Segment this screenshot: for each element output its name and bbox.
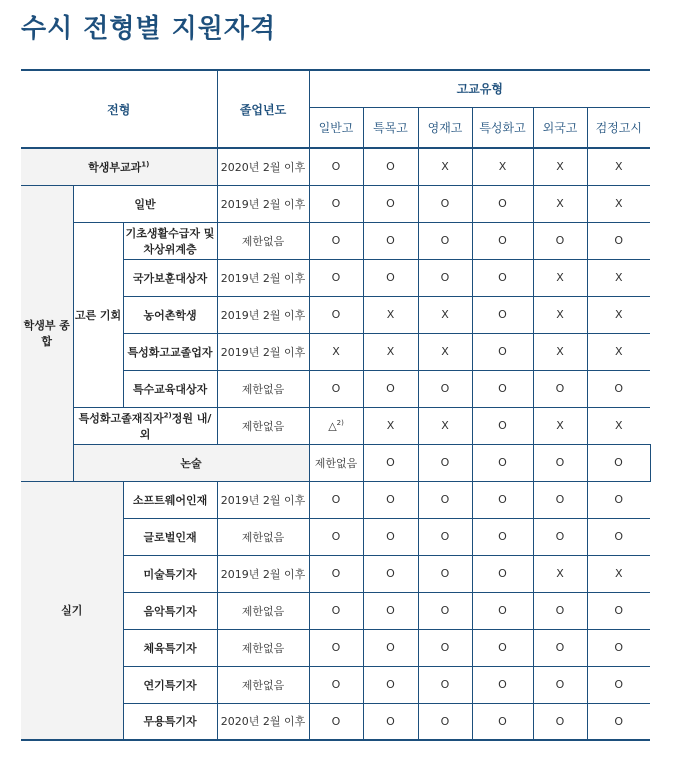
mark-cell — [418, 259, 472, 296]
eligibility-mark: X — [614, 345, 623, 358]
col-ged: 검정고시 — [587, 107, 650, 148]
grad-year-cell: 제한없음 — [217, 629, 309, 666]
eligibility-mark: O — [386, 456, 395, 469]
eligibility-mark: O — [331, 604, 341, 617]
mark-cell — [309, 703, 363, 740]
mark-cell — [363, 518, 418, 555]
mark-cell — [533, 666, 587, 703]
mark-cell — [363, 185, 418, 222]
mark-cell — [418, 407, 472, 444]
eligibility-mark: △ — [328, 419, 337, 433]
eligibility-mark: O — [331, 678, 341, 691]
header-type: 전형 — [21, 70, 217, 148]
row-label-text: 체육특기자 — [143, 641, 197, 655]
eligibility-mark: X — [614, 160, 623, 174]
row-label — [73, 185, 217, 222]
mark-cell — [472, 629, 533, 666]
mark-cell — [363, 592, 418, 629]
eligibility-mark: O — [386, 197, 395, 210]
mark-cell — [309, 555, 363, 592]
mark-cell — [587, 370, 650, 407]
row-label-text: 학생부교과 — [88, 160, 142, 174]
col-foreign: 외국고 — [533, 107, 587, 148]
eligibility-mark: O — [386, 567, 395, 580]
row-label-text: 특성화고졸재직자 — [78, 411, 164, 425]
eligibility-mark: O — [555, 714, 565, 728]
mark-cell — [309, 518, 363, 555]
eligibility-mark: X — [386, 345, 395, 358]
grad-year-cell: 제한없음 — [217, 407, 309, 444]
eligibility-mark: X — [556, 345, 564, 358]
row-label — [123, 296, 217, 333]
row-label — [123, 370, 217, 407]
grad-year-cell: 2019년 2월 이후 — [217, 555, 309, 592]
grad-year-cell: 2020년 2월 이후 — [217, 703, 309, 740]
row-label — [123, 555, 217, 592]
col-special-purpose: 특목고 — [363, 107, 418, 148]
mark-cell — [472, 481, 533, 518]
grad-year-cell: 2019년 2월 이후 — [217, 185, 309, 222]
mark-cell — [587, 703, 650, 740]
eligibility-mark: O — [498, 604, 507, 617]
mark-cell — [363, 148, 418, 185]
eligibility-mark: O — [440, 197, 450, 210]
eligibility-mark: O — [614, 604, 624, 617]
grad-year-cell: 2019년 2월 이후 — [217, 296, 309, 333]
mark-cell — [418, 444, 472, 481]
mark-cell — [533, 296, 587, 333]
row-label-text: 국가보훈대상자 — [132, 271, 208, 285]
eligibility-mark: O — [614, 493, 624, 506]
mark-cell — [309, 629, 363, 666]
mark-cell — [418, 629, 472, 666]
mark-cell — [418, 481, 472, 518]
eligibility-mark: X — [556, 271, 564, 284]
eligibility-mark: O — [331, 641, 341, 654]
mark-cell — [533, 259, 587, 296]
eligibility-mark: O — [498, 234, 507, 247]
mark-cell — [363, 629, 418, 666]
eligibility-mark: O — [386, 493, 395, 506]
mark-cell — [418, 703, 472, 740]
eligibility-mark: O — [386, 604, 395, 617]
row-label-text: 특성화고교졸업자 — [127, 345, 213, 359]
mark-cell — [533, 185, 587, 222]
mark-cell — [533, 518, 587, 555]
mark-cell — [533, 592, 587, 629]
footnote-marker: 2) — [163, 410, 172, 419]
mark-cell — [533, 407, 587, 444]
mark-cell — [472, 407, 533, 444]
col-general: 일반고 — [309, 107, 363, 148]
mark-cell — [472, 555, 533, 592]
mark-cell — [587, 407, 650, 444]
eligibility-mark: O — [614, 382, 624, 395]
mark-cell — [309, 407, 363, 444]
eligibility-mark: X — [556, 197, 564, 210]
mark-cell — [587, 259, 650, 296]
row-label — [123, 222, 217, 259]
mark-cell — [363, 666, 418, 703]
eligibility-mark: O — [331, 271, 341, 284]
mark-cell — [363, 333, 418, 370]
mark-cell — [472, 592, 533, 629]
eligibility-mark: O — [555, 641, 565, 654]
mark-cell — [418, 148, 472, 185]
col-vocational: 특성화고 — [472, 107, 533, 148]
eligibility-mark: X — [614, 271, 623, 284]
eligibility-mark: O — [440, 641, 450, 654]
mark-cell — [587, 222, 650, 259]
category-equal-opportunity: 고른 기회 — [73, 222, 123, 407]
mark-cell — [472, 666, 533, 703]
mark-cell — [533, 333, 587, 370]
page-title: 수시 전형별 지원자격 — [21, 14, 277, 44]
mark-cell — [309, 185, 363, 222]
eligibility-mark: O — [614, 530, 624, 543]
eligibility-mark: X — [498, 160, 507, 174]
row-label-text: 음악특기자 — [143, 604, 197, 618]
row-label — [123, 259, 217, 296]
grad-year-cell: 2019년 2월 이후 — [217, 259, 309, 296]
eligibility-mark: O — [498, 567, 507, 580]
eligibility-mark: O — [498, 345, 507, 358]
grad-year-cell: 2020년 2월 이후 — [217, 148, 309, 185]
mark-cell — [472, 185, 533, 222]
eligibility-mark: O — [555, 493, 565, 506]
eligibility-mark: O — [498, 714, 507, 728]
mark-cell — [472, 222, 533, 259]
mark-cell — [363, 407, 418, 444]
footnote-marker: 1) — [141, 160, 150, 169]
mark-cell — [418, 222, 472, 259]
mark-cell — [363, 370, 418, 407]
mark-cell — [309, 296, 363, 333]
grad-year-cell: 제한없음 — [309, 444, 363, 481]
mark-cell — [309, 259, 363, 296]
eligibility-mark: X — [556, 308, 564, 321]
eligibility-mark: O — [331, 530, 341, 543]
mark-cell — [472, 148, 533, 185]
mark-cell — [472, 370, 533, 407]
mark-cell — [587, 333, 650, 370]
eligibility-mark: O — [331, 234, 341, 247]
row-label — [123, 592, 217, 629]
mark-cell — [587, 296, 650, 333]
mark-cell — [363, 259, 418, 296]
mark-cell — [533, 703, 587, 740]
mark-cell — [533, 370, 587, 407]
mark-cell — [472, 518, 533, 555]
row-label-text: 글로벌인재 — [143, 530, 197, 544]
mark-cell — [363, 481, 418, 518]
mark-cell — [418, 370, 472, 407]
row-label — [123, 333, 217, 370]
eligibility-mark: O — [614, 714, 624, 728]
eligibility-mark: X — [386, 419, 395, 432]
eligibility-mark: O — [440, 271, 450, 284]
eligibility-mark: O — [386, 382, 395, 395]
row-label-text: 소프트웨어인재 — [132, 493, 208, 507]
eligibility-mark: O — [614, 641, 624, 654]
eligibility-mark: O — [498, 678, 507, 691]
eligibility-mark: X — [441, 419, 449, 432]
eligibility-mark: X — [556, 567, 564, 580]
mark-cell — [587, 148, 650, 185]
eligibility-mark: O — [331, 160, 341, 174]
eligibility-mark: O — [614, 234, 624, 247]
eligibility-mark: O — [498, 271, 507, 284]
eligibility-mark: O — [498, 493, 507, 506]
eligibility-mark: X — [614, 567, 623, 580]
eligibility-mark: O — [498, 308, 507, 321]
mark-cell — [309, 148, 363, 185]
eligibility-mark: O — [614, 678, 624, 691]
mark-cell — [587, 629, 650, 666]
mark-cell — [472, 333, 533, 370]
eligibility-mark: O — [555, 382, 565, 395]
eligibility-mark: O — [440, 714, 450, 728]
eligibility-mark: O — [440, 456, 450, 469]
row-label-text: 일반 — [134, 197, 156, 211]
eligibility-mark: O — [555, 234, 565, 247]
footnote-marker: 2) — [336, 418, 344, 427]
eligibility-mark: O — [386, 714, 395, 728]
eligibility-mark: X — [614, 308, 623, 321]
mark-cell — [533, 555, 587, 592]
mark-cell — [309, 370, 363, 407]
mark-cell — [472, 703, 533, 740]
eligibility-mark: O — [386, 160, 395, 174]
eligibility-mark: O — [440, 382, 450, 395]
eligibility-mark: O — [331, 382, 341, 395]
eligibility-mark: X — [386, 308, 395, 321]
eligibility-mark: O — [555, 456, 565, 469]
eligibility-mark: O — [440, 493, 450, 506]
row-label — [123, 629, 217, 666]
eligibility-mark: O — [498, 419, 507, 432]
eligibility-mark: X — [441, 345, 449, 358]
row-label-text: 논술 — [180, 456, 202, 470]
mark-cell — [533, 481, 587, 518]
mark-cell — [363, 703, 418, 740]
mark-cell — [418, 555, 472, 592]
mark-cell — [533, 444, 587, 481]
mark-cell — [418, 518, 472, 555]
mark-cell — [587, 444, 650, 481]
eligibility-mark: O — [440, 678, 450, 691]
eligibility-mark: O — [555, 604, 565, 617]
mark-cell — [587, 592, 650, 629]
header-grad-year: 졸업년도 — [217, 70, 309, 148]
mark-cell — [363, 555, 418, 592]
eligibility-mark: O — [440, 604, 450, 617]
row-label-text: 특수교육대상자 — [132, 382, 208, 396]
mark-cell — [587, 518, 650, 555]
table-row — [21, 222, 650, 259]
eligibility-mark: O — [498, 382, 507, 395]
mark-cell — [309, 333, 363, 370]
mark-cell — [309, 222, 363, 259]
row-label-text: 기초생활수급자 및 차상위계층 — [125, 226, 215, 256]
mark-cell — [472, 296, 533, 333]
eligibility-mark: O — [614, 456, 623, 469]
grad-year-cell: 제한없음 — [217, 222, 309, 259]
mark-cell — [363, 222, 418, 259]
row-label-text: 농어촌학생 — [143, 308, 197, 322]
eligibility-mark: O — [331, 308, 341, 321]
mark-cell — [472, 259, 533, 296]
eligibility-mark: X — [441, 160, 449, 174]
eligibility-mark: X — [332, 345, 340, 358]
eligibility-mark: O — [498, 197, 507, 210]
row-label — [123, 666, 217, 703]
table-row — [21, 185, 650, 222]
eligibility-mark: O — [331, 493, 341, 506]
mark-cell — [418, 333, 472, 370]
eligibility-mark: O — [386, 234, 395, 247]
mark-cell — [363, 296, 418, 333]
eligibility-mark: X — [614, 419, 623, 432]
mark-cell — [533, 222, 587, 259]
row-label-text: 연기특기자 — [143, 678, 197, 692]
mark-cell — [309, 666, 363, 703]
row-label-text: 무용특기자 — [143, 715, 197, 729]
eligibility-mark: O — [498, 641, 507, 654]
eligibility-mark: O — [386, 530, 395, 543]
grad-year-cell: 제한없음 — [217, 592, 309, 629]
eligibility-mark: X — [556, 160, 564, 174]
mark-cell — [533, 148, 587, 185]
grad-year-cell: 2019년 2월 이후 — [217, 333, 309, 370]
eligibility-mark: X — [556, 419, 564, 432]
mark-cell — [533, 629, 587, 666]
mark-cell — [309, 592, 363, 629]
mark-cell — [587, 555, 650, 592]
row-label-text: 미술특기자 — [143, 567, 197, 581]
row-label — [123, 518, 217, 555]
eligibility-mark: O — [440, 530, 450, 543]
row-label — [21, 148, 217, 185]
eligibility-mark: O — [440, 567, 450, 580]
eligibility-mark: O — [331, 197, 341, 210]
table-row — [21, 148, 650, 185]
grad-year-cell: 제한없음 — [217, 666, 309, 703]
grad-year-cell: 제한없음 — [217, 518, 309, 555]
mark-cell — [363, 444, 418, 481]
eligibility-mark: O — [331, 714, 341, 728]
eligibility-mark: O — [498, 530, 507, 543]
mark-cell — [587, 185, 650, 222]
mark-cell — [587, 666, 650, 703]
row-label — [123, 703, 217, 740]
row-label — [73, 444, 309, 481]
row-label-suffix: 정원 내/외 — [139, 411, 212, 441]
grad-year-cell: 2019년 2월 이후 — [217, 481, 309, 518]
eligibility-mark: O — [331, 567, 341, 580]
mark-cell — [472, 444, 533, 481]
mark-cell — [587, 481, 650, 518]
grad-year-cell: 제한없음 — [217, 370, 309, 407]
category-student-record: 학생부 종합 — [21, 185, 73, 481]
mark-cell — [418, 185, 472, 222]
col-gifted: 영재고 — [418, 107, 472, 148]
eligibility-mark: O — [386, 271, 395, 284]
row-label — [123, 481, 217, 518]
category-practical: 실기 — [21, 481, 123, 740]
mark-cell — [418, 296, 472, 333]
mark-cell — [418, 666, 472, 703]
eligibility-mark: O — [498, 456, 507, 469]
row-label — [73, 407, 217, 444]
mark-cell — [418, 592, 472, 629]
eligibility-mark: O — [440, 234, 450, 247]
eligibility-mark: O — [386, 678, 395, 691]
eligibility-mark: O — [555, 530, 565, 543]
header-school-type: 고교유형 — [309, 70, 650, 107]
eligibility-mark: X — [441, 308, 449, 321]
eligibility-mark: O — [555, 678, 565, 691]
eligibility-table — [21, 69, 650, 741]
table-row — [21, 407, 650, 444]
eligibility-mark: O — [386, 641, 395, 654]
table-row — [21, 481, 650, 518]
eligibility-mark: X — [614, 197, 623, 210]
table-row — [21, 444, 650, 481]
mark-cell — [309, 481, 363, 518]
